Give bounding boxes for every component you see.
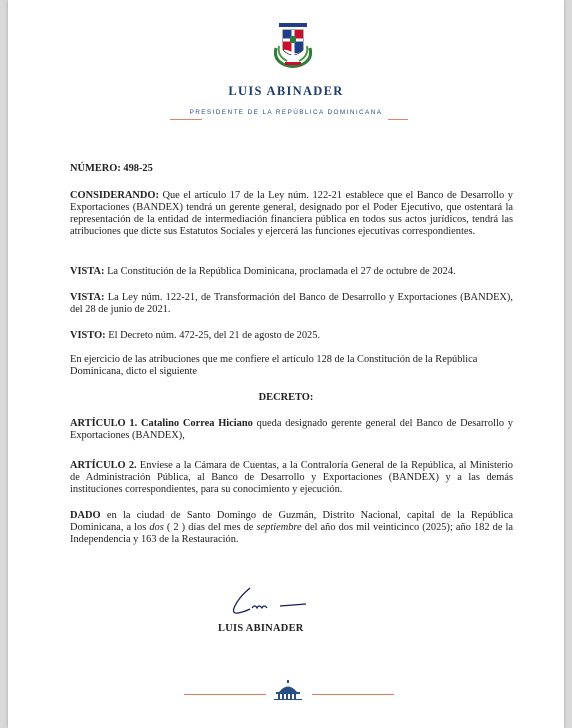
president-name: LUIS ABINADER <box>228 84 344 98</box>
decreto-heading: DECRETO: <box>258 392 314 403</box>
considerando-paragraph <box>70 190 513 238</box>
dado-month: septiembre <box>256 522 302 533</box>
article-2-text: Envíese a la Cámara de Cuentas, a la Contraloría General de la República, al Ministerio de Administración Pública, al Banco de Desarrollo y Exportaciones (BANDEX) y a las demás instituciones correspondientes, para su conocimiento y ejecución. <box>70 460 513 495</box>
signatory-name: LUIS ABINADER <box>218 623 304 634</box>
document-page <box>8 0 564 728</box>
dado-text-1: en la ciudad de Santo Domingo de Guzmán, Distrito Nacional, capital de la República Dominicana, a los <box>70 510 513 533</box>
vista-constitution-paragraph <box>70 266 513 278</box>
article-2-paragraph <box>70 460 513 496</box>
vista-law-paragraph <box>70 292 513 316</box>
vista-label: VISTA: <box>70 292 105 303</box>
considerando-label: CONSIDERANDO: <box>70 190 159 201</box>
ejercicio-paragraph: En ejercicio de las atribuciones que me confiere el artículo 128 de la Constitución de la República Dominicana, dicto el siguiente <box>70 354 478 377</box>
palace-dome-icon <box>271 680 305 700</box>
article-1-label: ARTÍCULO 1. <box>70 418 138 429</box>
coat-of-arms-icon <box>271 18 315 68</box>
president-title: PRESIDENTE DE LA REPÚBLICA DOMINICANA <box>189 109 383 116</box>
article-2-label: ARTÍCULO 2. <box>70 460 137 471</box>
footer-rule-left <box>184 694 266 695</box>
article-1-paragraph <box>70 418 513 442</box>
appointee-name: Catalino Correa Hiciano <box>141 418 253 429</box>
dado-text-2: días del mes de <box>188 522 254 533</box>
article-1-text: queda designado gerente general del Banco de Desarrollo y Exportaciones (BANDEX), <box>70 418 514 441</box>
visto-label: VISTO: <box>70 330 106 341</box>
dado-paragraph <box>70 510 513 546</box>
title-rule-left <box>170 119 202 120</box>
visto-text: El Decreto núm. 472-25, del 21 de agosto de 2025. <box>108 330 321 341</box>
footer-rule-right <box>312 694 394 695</box>
vista-constitution-text: La Constitución de la República Dominicana, proclamada el 27 de octubre de 2024. <box>107 266 456 277</box>
dado-day-word: dos <box>149 522 164 533</box>
dado-label: DADO <box>70 510 101 521</box>
dado-day-num: ( 2 ) <box>166 522 186 533</box>
considerando-text: Que el artículo 17 de la Ley núm. 122-21 establece que el Banco de Desarrollo y Exportaciones (BANDEX) tendrá un gerente general, designado por el Poder Ejecutivo, que ostentará la representación de la entidad de intermediación financiera pública en todos sus actos jurídicos, tendrá las atribuciones que dicte sus Estatutos Sociales y ejercerá las funciones ejecutivas correspondientes. <box>70 190 513 237</box>
vista-label: VISTA: <box>70 266 105 277</box>
visto-paragraph <box>70 330 513 342</box>
decree-number: NÚMERO: 498-25 <box>70 163 153 174</box>
title-rule-right <box>388 119 408 120</box>
handwritten-signature <box>228 582 318 622</box>
dado-text-3: del año dos mil veinticinco (2025); año 182 de la Independencia y 163 de la Restauración. <box>70 522 514 545</box>
vista-law-text: La Ley núm. 122-21, de Transformación del Banco de Desarrollo y Exportaciones (BANDEX), del 28 de junio de 2021. <box>70 292 513 315</box>
